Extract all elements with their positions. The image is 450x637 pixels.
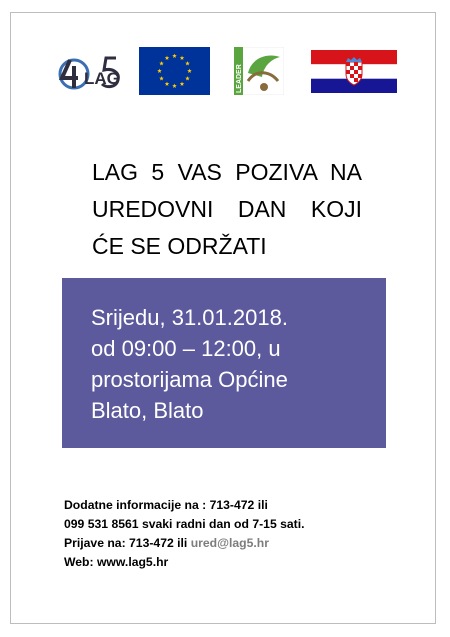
website-line[interactable]: Web: www.lag5.hr — [64, 555, 169, 569]
eu-flag-icon — [139, 47, 210, 95]
event-location-line-2: Blato, Blato — [91, 398, 204, 423]
event-time: od 09:00 – 12:00, u — [91, 336, 281, 361]
headline-line-2: UREDOVNI DAN KOJI — [92, 196, 362, 222]
contact-line-3 — [64, 534, 364, 553]
lag5-logo-text: LAG — [84, 69, 120, 88]
leader-logo — [234, 47, 284, 95]
event-details-box — [62, 278, 386, 448]
croatian-flag-icon — [311, 50, 397, 93]
contact-line-1: Dodatne informacije na : 713-472 ili — [64, 498, 268, 512]
contact-line-2: 099 531 8561 svaki radni dan od 7-15 sati. — [64, 517, 305, 531]
contact-info — [64, 496, 364, 572]
headline-line-3: ĆE SE ODRŽATI — [92, 233, 267, 259]
registration-label: Prijave na: 713-472 ili — [64, 536, 191, 550]
headline-line-1: LAG 5 VAS POZIVA NA — [92, 159, 362, 185]
event-location-line-1: prostorijama Općine — [91, 367, 288, 392]
event-date: Srijedu, 31.01.2018. — [91, 305, 288, 330]
email-link[interactable]: ured@lag5.hr — [190, 536, 269, 550]
lag5-logo — [56, 52, 124, 96]
leader-logo-text: LEADER — [236, 64, 243, 93]
logo-bar — [0, 0, 450, 110]
invitation-headline — [92, 154, 362, 265]
